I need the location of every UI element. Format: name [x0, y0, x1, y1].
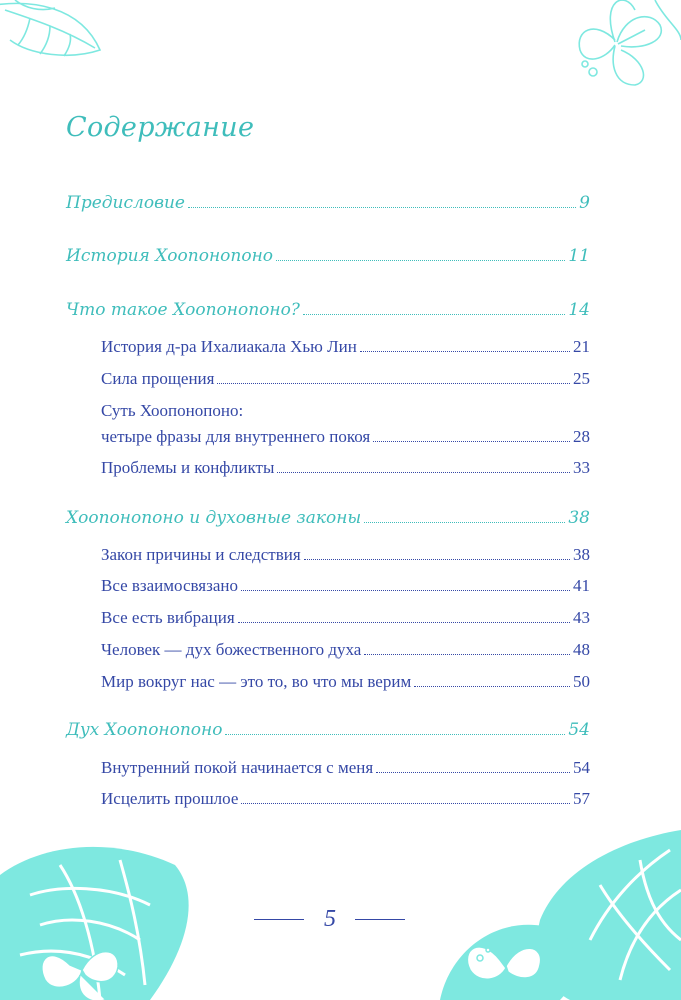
toc-page-number: 48	[573, 640, 590, 659]
page-number: 5	[324, 906, 336, 932]
footer-rule-left	[254, 919, 304, 920]
toc-page-number: 11	[568, 246, 590, 266]
toc-chapter-label: Что такое Хоопонопоно?	[66, 300, 300, 320]
leader-dots	[364, 654, 570, 655]
leader-dots	[217, 383, 570, 384]
leader-dots	[376, 772, 570, 773]
toc-section-row[interactable]	[101, 458, 590, 478]
leader-dots	[225, 734, 565, 735]
leader-dots	[241, 803, 570, 804]
leader-dots	[241, 590, 570, 591]
toc-page-number: 14	[568, 300, 590, 320]
toc-section-label: Все есть вибрация	[101, 608, 235, 627]
toc-page-number: 21	[573, 337, 590, 356]
leader-dots	[277, 472, 570, 473]
toc-section-row[interactable]	[101, 789, 590, 809]
leader-dots	[188, 207, 576, 208]
leader-dots	[276, 260, 565, 261]
leader-dots	[304, 559, 570, 560]
toc-page-number: 57	[573, 789, 590, 808]
toc-page-number: 33	[573, 458, 590, 477]
toc-section-row[interactable]	[101, 545, 590, 565]
toc-section-label: Проблемы и конфликты	[101, 458, 275, 477]
toc-page-number: 38	[573, 545, 590, 564]
toc-section-label: Закон причины и следствия	[101, 545, 301, 564]
toc-page-number: 9	[579, 193, 590, 213]
toc-title: Содержание	[66, 112, 255, 143]
footer-rule-right	[355, 919, 405, 920]
toc-section-label[interactable]: Суть Хоопонопоно:	[101, 401, 244, 420]
toc-chapter-row[interactable]	[66, 508, 590, 528]
toc-page-number: 54	[573, 758, 590, 777]
toc-chapter-label: Дух Хоопонопоно	[66, 720, 223, 740]
toc-section-row[interactable]	[101, 337, 590, 357]
toc-chapter-label: История Хоопонопоно	[66, 246, 273, 266]
toc-section-label: Мир вокруг нас — это то, во что мы верим	[101, 672, 412, 691]
hibiscus-icon	[440, 830, 681, 1000]
monstera-leaf-icon	[0, 835, 200, 1000]
leader-dots	[360, 351, 570, 352]
toc-section-label: История д-ра Ихалиакала Хью Лин	[101, 337, 357, 356]
toc-page-number: 25	[573, 369, 590, 388]
leaf-icon	[0, 0, 110, 70]
toc-section-label: Исцелить прошлое	[101, 789, 239, 808]
toc-chapter-row[interactable]	[66, 720, 590, 740]
toc-chapter-label: Предисловие	[66, 193, 185, 213]
toc-section-row[interactable]	[101, 672, 590, 692]
leader-dots	[364, 522, 565, 523]
toc-chapter-label: Хоопонопоно и духовные законы	[66, 508, 362, 528]
leader-dots	[373, 441, 570, 442]
toc-section-label: Человек — дух божественного духа	[101, 640, 362, 659]
toc-section-label: Все взаимосвязано	[101, 576, 238, 595]
toc-page-number: 28	[573, 427, 590, 446]
leader-dots	[303, 314, 565, 315]
toc-section-row[interactable]	[101, 369, 590, 389]
hibiscus-icon	[555, 0, 681, 90]
toc-section-row[interactable]	[101, 427, 590, 447]
toc-section-row[interactable]	[101, 640, 590, 660]
toc-chapter-row[interactable]	[66, 246, 590, 266]
toc-section-label: Сила прощения	[101, 369, 215, 388]
toc-section-label: Внутренний покой начинается с меня	[101, 758, 374, 777]
leader-dots	[238, 622, 570, 623]
toc-page-number: 50	[573, 672, 590, 691]
toc-chapter-row[interactable]	[66, 300, 590, 320]
toc-page-number: 41	[573, 576, 590, 595]
leader-dots	[414, 686, 570, 687]
toc-page-number: 54	[568, 720, 590, 740]
toc-page-number: 43	[573, 608, 590, 627]
toc-section-row[interactable]	[101, 758, 590, 778]
toc-chapter-row[interactable]	[66, 193, 590, 213]
toc-page-number: 38	[568, 508, 590, 528]
toc-section-row[interactable]	[101, 576, 590, 596]
toc-section-label-continued: четыре фразы для внутреннего покоя	[101, 427, 371, 446]
toc-section-row[interactable]	[101, 608, 590, 628]
